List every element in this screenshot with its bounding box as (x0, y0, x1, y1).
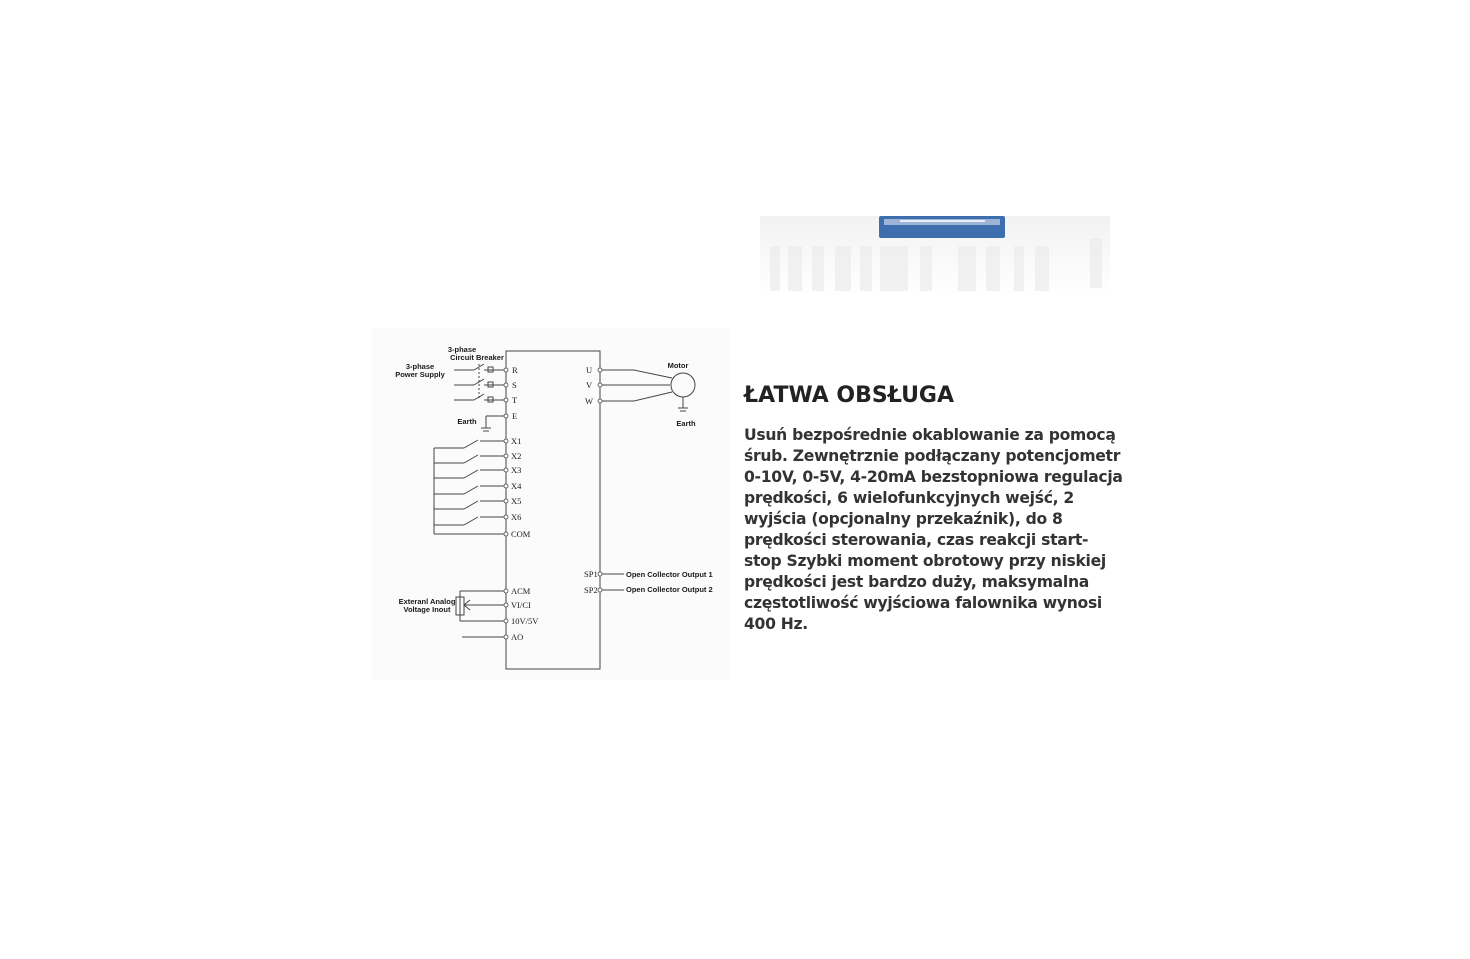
terminal-x3: X3 (511, 465, 522, 475)
feature-title: ŁATWA OBSŁUGA (744, 383, 955, 408)
terminal-v: V (586, 380, 593, 390)
terminal-x4: X4 (511, 481, 522, 491)
terminal-e: E (512, 411, 518, 421)
terminal-s: S (512, 380, 517, 390)
feature-description: Usuń bezpośrednie okablowanie za pomocą śrub. Zewnętrznie podłączany potencjometr 0-10V, 0-5V, 4-20mA bezstopniowa regulacja prędkości, 6 wielofunkcyjnych wejść, 2 wyjścia (opcjonalny przekaźnik), do 8 prędkości sterowania, czas reakcji start-stop Szybki moment obrotowy przy niskiej prędkości jest bardzo duży, maksymalna częstotliwość wyjściowa falownika wynosi 400 Hz. (744, 426, 1123, 633)
output-2-label: Open Collector Output 2 (626, 585, 713, 594)
output-1-label: Open Collector Output 1 (626, 570, 713, 579)
terminal-com: COM (511, 529, 531, 539)
terminal-x1: X1 (511, 436, 522, 446)
terminal-r: R (512, 365, 518, 375)
feature-section (744, 383, 1124, 635)
terminal-t: T (512, 395, 518, 405)
terminal-x6: X6 (511, 512, 522, 522)
terminal-u: U (586, 365, 593, 375)
terminal-x5: X5 (511, 496, 522, 506)
breaker-label-1: 3-phase (447, 345, 477, 354)
inverter-device-image (760, 216, 1110, 296)
analog-input-label-1: Exteranl Analog (398, 597, 456, 606)
power-supply-label-2: Power Supply (395, 370, 445, 379)
product-photo (760, 216, 1110, 296)
terminal-x2: X2 (511, 451, 522, 461)
terminal-acm: ACM (511, 586, 531, 596)
breaker-label-2: Circuit Breaker (450, 353, 504, 362)
wiring-diagram-svg (372, 328, 730, 680)
analog-input-label-2: Voltage Inout (403, 605, 451, 614)
motor-label: Motor (667, 361, 689, 370)
terminal-sp1: SP1 (584, 569, 598, 579)
wiring-diagram (372, 328, 730, 680)
earth-label-right: Earth (676, 419, 696, 428)
power-supply-label-1: 3-phase (405, 362, 435, 371)
terminal-10v-5v: 10V/5V (511, 616, 539, 626)
terminal-w: W (585, 396, 594, 406)
terminal-ao: AO (511, 632, 524, 642)
terminal-sp2: SP2 (584, 585, 598, 595)
earth-label-left: Earth (457, 417, 477, 426)
terminal-vi-ci: VI/CI (511, 600, 531, 610)
